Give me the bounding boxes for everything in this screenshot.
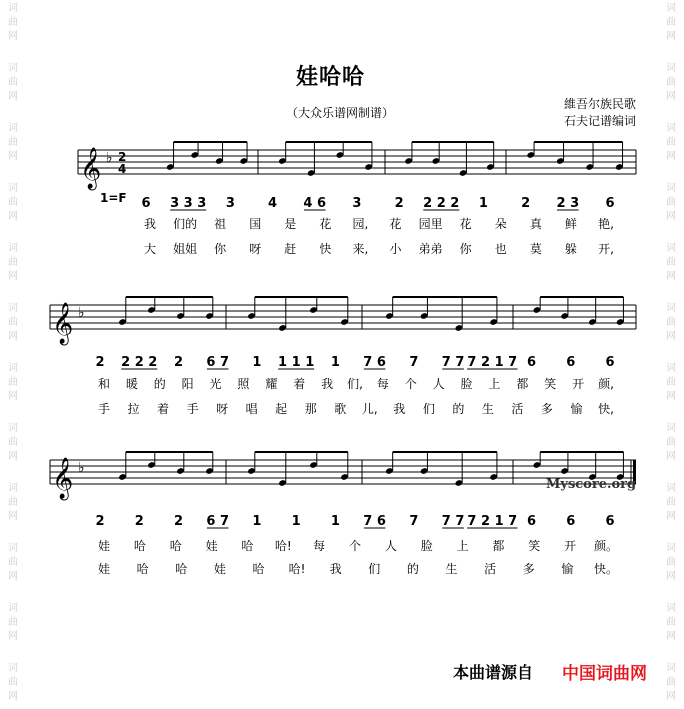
lyric-word: 是 — [284, 217, 297, 231]
watermark-char: 网 — [666, 631, 676, 642]
lyric-word: 开 — [572, 377, 585, 391]
time-signature-bottom: 4 — [118, 162, 127, 176]
jianpu-number: 6 — [527, 514, 537, 529]
lyric-word: 个 — [348, 539, 362, 553]
jianpu-number: 7 6 — [363, 514, 386, 529]
watermark-char: 词 — [666, 303, 676, 314]
lyric-word: 娃 — [213, 562, 226, 576]
jianpu-number: 6 7 — [206, 514, 230, 529]
lyric-word: 个 — [404, 377, 417, 391]
lyric-word: 躲 — [564, 242, 577, 256]
lyric-word: 大 — [143, 242, 157, 256]
lyric-word: 弟弟 — [418, 242, 443, 256]
lyric-word: 光 — [209, 377, 222, 391]
jianpu-number: 3 — [352, 196, 362, 211]
watermark-char: 词 — [8, 423, 18, 434]
jianpu-number: 6 — [605, 514, 615, 529]
jianpu-number: 1 — [330, 514, 340, 529]
watermark-char: 词 — [666, 483, 676, 494]
lyric-word: 们 — [368, 562, 381, 576]
watermark-char: 网 — [8, 211, 18, 222]
watermark-char: 曲 — [8, 377, 18, 388]
lyric-word: 快 — [319, 242, 332, 256]
watermark-char: 网 — [666, 571, 676, 582]
jianpu-number: 2 2 2 — [423, 196, 460, 211]
lyric-word: 那 — [304, 402, 317, 416]
lyric-word: 哈 — [241, 539, 254, 553]
jianpu-number: 2 — [521, 196, 531, 211]
lyric-word: 手 — [186, 402, 199, 416]
treble-clef-icon: 𝄞 — [52, 458, 74, 499]
lyric-word: 颜, — [598, 377, 614, 391]
watermark-char: 词 — [8, 123, 18, 134]
song-title: 娃哈哈 — [296, 65, 366, 90]
watermark-char: 网 — [666, 331, 676, 342]
watermark-char: 词 — [8, 183, 18, 194]
watermark-char: 曲 — [8, 677, 18, 688]
lyric-word: 哈! — [288, 562, 306, 576]
jianpu-number: 1 — [291, 514, 301, 529]
watermark-char: 曲 — [8, 197, 18, 208]
lyric-word: 你 — [214, 242, 227, 256]
watermark-char: 词 — [666, 543, 676, 554]
lyric-word: 哈 — [169, 539, 182, 553]
lyric-word: 来, — [352, 242, 369, 256]
lyric-word: 都 — [516, 377, 529, 391]
lyric-word: 歌 — [334, 402, 347, 416]
jianpu-number: 1 — [252, 514, 262, 529]
watermark-char: 网 — [666, 151, 676, 162]
lyric-word: 小 — [389, 242, 402, 256]
lyric-word: 都 — [492, 539, 505, 553]
jianpu-number: 7 7 — [441, 514, 465, 529]
lyric-word: 我 — [143, 217, 157, 231]
lyric-word: 莫 — [529, 242, 542, 256]
watermark-char: 曲 — [666, 197, 676, 208]
watermark-char: 曲 — [666, 617, 676, 628]
jianpu-number: 1 — [330, 355, 340, 370]
watermark-char: 网 — [8, 91, 18, 102]
watermark-char: 词 — [666, 243, 676, 254]
watermark-char: 网 — [8, 511, 18, 522]
lyric-word: 呀 — [216, 402, 229, 416]
jianpu-number: 1 — [252, 355, 262, 370]
jianpu-number: 3 3 3 — [170, 196, 207, 211]
watermark-char: 网 — [8, 691, 18, 702]
jianpu-number: 2 — [173, 514, 183, 529]
lyric-word: 照 — [237, 377, 250, 391]
watermark-char: 曲 — [666, 677, 676, 688]
jianpu-number: 6 — [605, 355, 615, 370]
watermark-char: 词 — [8, 3, 18, 14]
lyric-word: 花 — [389, 217, 402, 231]
lyric-word: 呀 — [249, 242, 262, 256]
lyric-word: 儿, — [361, 402, 378, 416]
watermark-char: 词 — [666, 63, 676, 74]
footer-site-link[interactable]: 中国词曲网 — [562, 664, 647, 684]
lyric-word: 哈 — [133, 539, 146, 553]
lyric-word: 生 — [481, 402, 494, 416]
lyric-word: 姐姐 — [173, 242, 198, 256]
time-signature-top: 2 — [118, 150, 127, 164]
watermark-char: 曲 — [666, 497, 676, 508]
jianpu-number: 2 — [134, 514, 144, 529]
watermark-char: 曲 — [8, 77, 18, 88]
lyric-word: 每 — [313, 539, 326, 553]
lyric-word: 艳, — [598, 217, 614, 231]
watermark-char: 曲 — [666, 257, 676, 268]
watermark-char: 曲 — [8, 617, 18, 628]
lyric-word: 上 — [488, 377, 501, 391]
lyric-word: 愉 — [561, 562, 574, 576]
watermark-char: 词 — [8, 663, 18, 674]
jianpu-number: 1 — [478, 196, 488, 211]
jianpu-number: 4 — [268, 196, 278, 211]
lyric-word: 活 — [484, 562, 497, 576]
watermark-char: 曲 — [666, 317, 676, 328]
watermark-char: 网 — [8, 31, 18, 42]
lyric-word: 哈 — [175, 562, 188, 576]
lyric-word: 花 — [459, 217, 472, 231]
flat-sign-icon: ♭ — [106, 150, 113, 166]
watermark-char: 词 — [666, 423, 676, 434]
lyric-word: 鲜 — [564, 217, 577, 231]
lyric-word: 暖 — [125, 377, 138, 391]
watermark-char: 网 — [666, 511, 676, 522]
lyric-word: 人 — [432, 377, 445, 391]
lyric-word: 园, — [352, 217, 369, 231]
watermark-char: 网 — [8, 271, 18, 282]
lyric-word: 国 — [249, 217, 262, 231]
lyric-word: 祖 — [214, 217, 227, 231]
lyric-word: 真 — [529, 217, 542, 231]
watermark-char: 词 — [666, 183, 676, 194]
watermark-char: 网 — [666, 91, 676, 102]
lyric-word: 花 — [319, 217, 332, 231]
lyric-word: 手 — [97, 402, 111, 416]
lyric-word: 我 — [329, 562, 342, 576]
jianpu-number: 4 6 — [303, 196, 327, 211]
key-signature-label: 1=F — [100, 191, 127, 205]
lyric-word: 哈! — [274, 539, 292, 553]
watermark-char: 词 — [666, 123, 676, 134]
lyric-word: 脸 — [420, 539, 433, 553]
watermark-char: 词 — [666, 603, 676, 614]
flat-sign-icon: ♭ — [78, 305, 85, 321]
watermark-char: 词 — [8, 603, 18, 614]
lyric-word: 我 — [321, 377, 334, 391]
watermark-char: 曲 — [666, 437, 676, 448]
watermark-char: 词 — [8, 303, 18, 314]
watermark-char: 词 — [8, 363, 18, 374]
jianpu-number: 7 — [409, 514, 419, 529]
watermark-char: 曲 — [8, 17, 18, 28]
watermark-char: 网 — [8, 631, 18, 642]
watermark-char: 曲 — [666, 377, 676, 388]
watermark-char: 曲 — [8, 437, 18, 448]
subtitle: （大众乐谱网制谱） — [286, 106, 395, 120]
lyric-word: 颜。 — [593, 539, 619, 553]
watermark-char: 曲 — [8, 317, 18, 328]
lyric-word: 开 — [564, 539, 577, 553]
jianpu-number: 1 1 1 — [278, 355, 315, 370]
watermark-char: 曲 — [666, 77, 676, 88]
lyric-word: 生 — [445, 562, 458, 576]
watermark-char: 网 — [666, 31, 676, 42]
jianpu-number: 6 — [566, 514, 576, 529]
jianpu-number: 2 3 — [556, 196, 580, 211]
lyric-word: 我 — [393, 402, 406, 416]
lyric-word: 哈 — [136, 562, 149, 576]
lyric-word: 的 — [452, 402, 465, 416]
lyric-word: 快, — [598, 402, 614, 416]
flat-sign-icon: ♭ — [78, 460, 85, 476]
watermark-char: 曲 — [8, 137, 18, 148]
watermark-char: 网 — [666, 451, 676, 462]
score-watermark: Myscore.org — [546, 477, 637, 492]
lyric-word: 人 — [384, 539, 397, 553]
lyric-word: 脸 — [460, 377, 473, 391]
lyric-word: 着 — [293, 377, 306, 391]
lyric-word: 娃 — [97, 539, 111, 553]
watermark-char: 词 — [8, 543, 18, 554]
lyric-word: 起 — [275, 402, 288, 416]
watermark-char: 网 — [666, 271, 676, 282]
watermark-char: 曲 — [666, 137, 676, 148]
watermark-char: 曲 — [666, 557, 676, 568]
jianpu-number: 2 — [95, 355, 105, 370]
lyric-word: 愉 — [570, 402, 583, 416]
lyric-word: 笑 — [544, 377, 557, 391]
lyric-word: 们的 — [173, 217, 198, 231]
watermark-char: 网 — [8, 571, 18, 582]
watermark-char: 网 — [8, 151, 18, 162]
watermark-char: 词 — [8, 243, 18, 254]
watermark-char: 曲 — [8, 497, 18, 508]
jianpu-number: 6 — [141, 196, 151, 211]
lyric-word: 园里 — [418, 217, 443, 231]
watermark-char: 网 — [8, 331, 18, 342]
jianpu-number: 7 7 — [441, 355, 465, 370]
jianpu-number: 6 — [527, 355, 537, 370]
lyric-word: 和 — [97, 377, 111, 391]
watermark-char: 词 — [8, 63, 18, 74]
treble-clef-icon: 𝄞 — [80, 148, 102, 189]
lyric-word: 阳 — [181, 377, 194, 391]
lyric-word: 的 — [406, 562, 419, 576]
lyric-word: 赶 — [284, 242, 297, 256]
watermark-char: 词 — [666, 663, 676, 674]
lyric-word: 着 — [157, 402, 170, 416]
lyric-word: 哈 — [252, 562, 265, 576]
lyric-word: 们, — [347, 377, 363, 391]
lyric-word: 耀 — [265, 377, 278, 391]
jianpu-number: 7 — [409, 355, 419, 370]
jianpu-number: 7 2 1 7 — [467, 514, 518, 529]
jianpu-number: 2 2 2 — [121, 355, 158, 370]
lyric-word: 拉 — [127, 402, 140, 416]
lyric-word: 的 — [153, 377, 166, 391]
watermark-char: 曲 — [666, 17, 676, 28]
lyric-word: 娃 — [97, 562, 111, 576]
jianpu-number: 7 6 — [363, 355, 386, 370]
lyric-word: 朵 — [494, 217, 507, 231]
lyric-word: 唱 — [245, 402, 258, 416]
lyric-word: 你 — [459, 242, 472, 256]
lyric-word: 每 — [376, 377, 389, 391]
jianpu-number: 2 — [95, 514, 105, 529]
jianpu-number: 6 — [566, 355, 576, 370]
jianpu-number: 7 2 1 7 — [467, 355, 518, 370]
credit-arranger: 石夫记谱编词 — [564, 114, 637, 128]
watermark-char: 网 — [666, 691, 676, 702]
jianpu-number: 6 — [605, 196, 615, 211]
watermark-char: 词 — [666, 3, 676, 14]
jianpu-number: 6 7 — [206, 355, 230, 370]
lyric-word: 多 — [540, 402, 553, 416]
footer-source-label: 本曲谱源自 — [453, 663, 534, 682]
lyric-word: 笑 — [528, 539, 541, 553]
jianpu-number: 2 — [173, 355, 183, 370]
jianpu-number: 3 — [225, 196, 235, 211]
watermark-char: 词 — [666, 363, 676, 374]
watermark-char: 网 — [666, 211, 676, 222]
lyric-word: 也 — [494, 242, 507, 256]
lyric-word: 上 — [456, 539, 469, 553]
jianpu-number: 2 — [394, 196, 404, 211]
treble-clef-icon: 𝄞 — [52, 303, 74, 344]
lyric-word: 娃 — [205, 539, 218, 553]
lyric-word: 活 — [511, 402, 524, 416]
lyric-word: 们 — [422, 402, 435, 416]
watermark-char: 网 — [8, 451, 18, 462]
lyric-word: 快。 — [593, 562, 619, 576]
watermark-char: 网 — [666, 391, 676, 402]
lyric-word: 多 — [522, 562, 535, 576]
watermark-char: 曲 — [8, 257, 18, 268]
watermark-char: 曲 — [8, 557, 18, 568]
watermark-char: 词 — [8, 483, 18, 494]
lyric-word: 开, — [598, 242, 614, 256]
watermark-char: 网 — [8, 391, 18, 402]
credit-origin: 維吾尔族民歌 — [564, 97, 637, 111]
